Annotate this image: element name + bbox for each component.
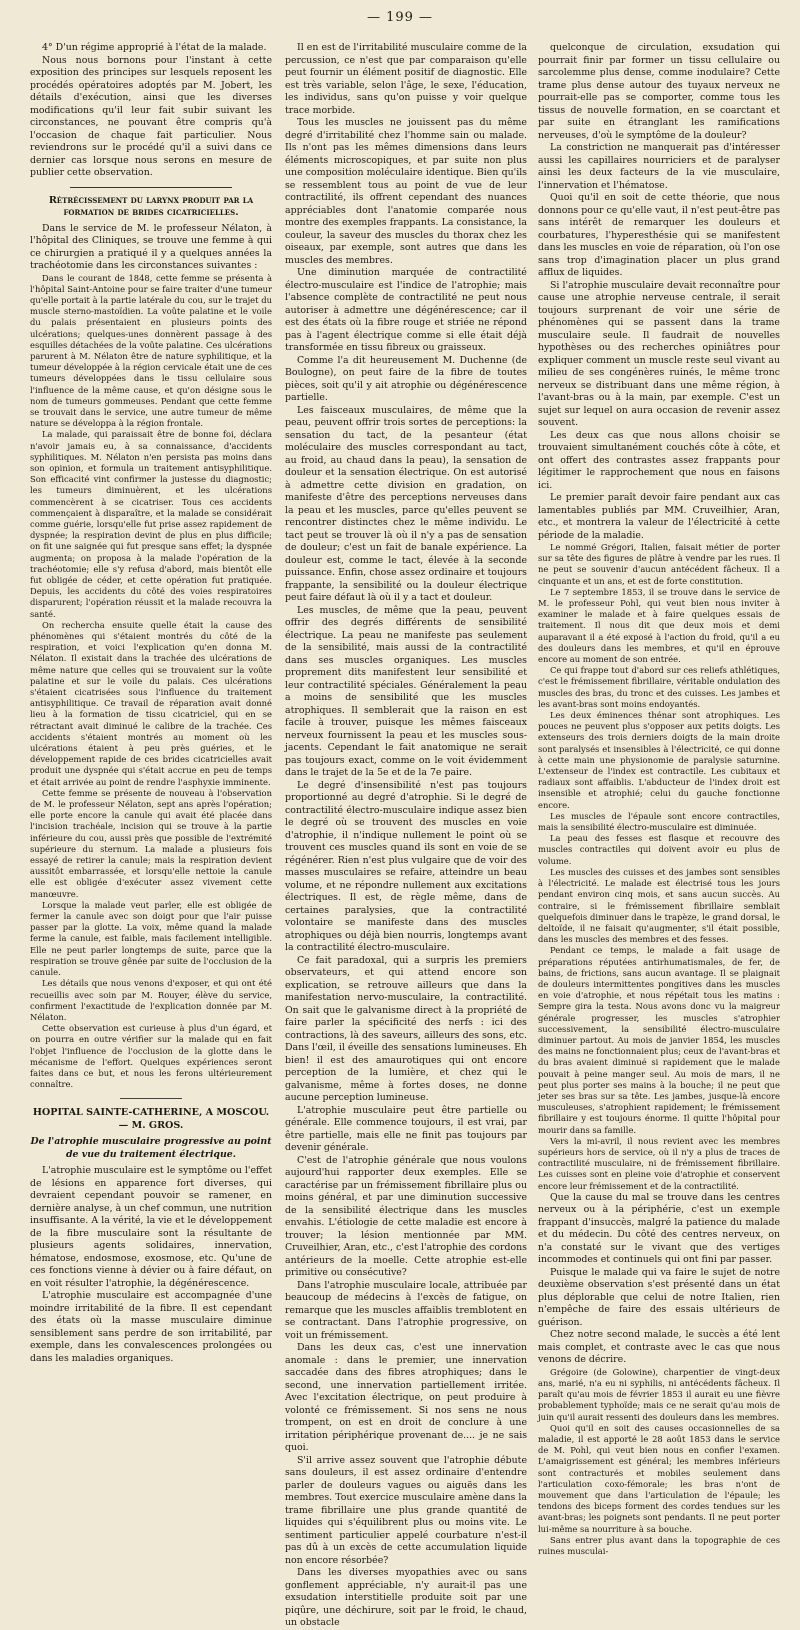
paragraph: Le 7 septembre 1853, il se trouve dans le service de M. le professeur Pohl, qui veut bien nous inviter à examiner le malade et à faire quelques essais de traitement. Il nous dit que deux mois et demi auparavant il a été exposé à l'action du froid, qu'il a eu des douleurs dans les membres, et qu'il en éprouve encore au moment de son entrée. <box>538 586 780 665</box>
paragraph: La peau des fesses est flasque et recouvre des muscles contractiles qui doivent avoir eu plus de volume. <box>538 833 780 866</box>
paragraph: L'atrophie musculaire est le symptôme ou l'effet de lésions en apparence fort diverses, qui devraient cependant pouvoir se ramener, en dernière analyse, à un chef commun, une nutrition insuffisante. A la vérité, la vie et le développement de la fibre musculaire sont la résultante de plusieurs agents solidaires, innervation, hématose, endosmose, exosmose, etc. Qu'une de ces fonctions vienne à dévier ou à faire défaut, on en voit résulter l'atrophie, la dégénérescence. <box>30 1165 272 1289</box>
paragraph: Tous les muscles ne jouissent pas du même degré d'irritabilité chez l'homme sain ou malade. Ils n'ont pas les mêmes dimensions dans leurs éléments microscopiques, et par suite non plus une composition moléculaire identique. Bien qu'ils se ressemblent tous au point de vue de leur contractilité, ils offrent cependant des nuances appréciables dont l'anatomie comparée nous montre des exemples frappants. La consistance, la couleur, la saveur des muscles du thorax chez les oiseaux, par exemple, sont autres que dans les muscles des membres. <box>285 117 527 266</box>
paragraph: Les deux cas que nous allons choisir se trouvaient simultanément couchés côte à côte, et ont offert des contrastes assez frappants pour légitimer le rapprochement que nous en faisons ici. <box>538 429 780 491</box>
paragraph: quelconque de circulation, exsudation qui pourrait finir par former un tissu cellulaire ou sarcolemme plus dense, comme inodulaire? Cette trame plus dense autour des tuyaux nerveux ne pourrait-elle pas se comporter, comme tous les tissus de nouvelle formation, en se coarctant et par suite en étranglant les ramifications nerveuses, d'où le symptôme de la douleur? <box>538 42 780 141</box>
paragraph: Quoi qu'il en soit des causes occasionnelles de sa maladie, il est apporté le 28 août 1853 dans le service de M. Pohl, qui veut bien nous en confier l'examen. L'amaigrissement est général; les membres inférieurs sont contracturés et mobiles seulement dans l'articulation coxo-fémorale; les bras n'ont de mouvement que dans l'articulation de l'épaule; les tendons des biceps forment des cordes tendues sur les avant-bras; les poignets sont pendants. Il ne peut porter lui-même sa nourriture à sa bouche. <box>538 1422 780 1534</box>
paragraph: Nous nous bornons pour l'instant à cette exposition des principes sur lesquels reposent les procédés opératoires adoptés par M. Jobert, les détails d'exécution, ainsi que les diverses modifications qu'il leur fait subir suivant les circonstances, ne pouvant être compris qu'à l'occasion de chaque fait particulier. Nous reviendrons sur le procédé qu'il a suivi dans ce dernier cas lorsque nous serons en mesure de publier cette observation. <box>30 54 272 178</box>
paragraph: L'atrophie musculaire peut être partielle ou générale. Elle commence toujours, il est vrai, par être partielle, mais elle ne finit pas toujours par devenir générale. <box>285 1104 527 1153</box>
paragraph: Comme l'a dit heureusement M. Duchenne (de Boulogne), on peut faire de la fibre de toutes pièces, soit qu'il y ait atrophie ou dégénérescence partielle. <box>285 354 527 403</box>
section-subheading: De l'atrophie musculaire progressive au point de vue du traitement électrique. <box>30 1136 272 1160</box>
paragraph: C'est de l'atrophie générale que nous voulons aujourd'hui rapporter deux exemples. Elle se caractérise par un frémissement fibrillaire plus ou moins général, et par une diminution successive de la sensibilité électrique dans les muscles envahis. L'étiologie de cette maladie est encore à trouver; la lésion mentionnée par MM. Cruveilhier, Aran, etc., c'est l'atrophie des cordons antérieurs de la moelle. Cette atrophie est-elle primitive ou consécutive? <box>285 1154 527 1278</box>
paragraph: Les faisceaux musculaires, de même que la peau, peuvent offrir trois sortes de perceptions: la sensation du tact, de la pesanteur (état moléculaire des muscles correspondant au tact, au froid, au chaud dans la peau), la sensation de douleur et la sensation électrique. On est autorisé à admettre cette division en gradation, on manifeste d'être des perceptions nerveuses dans la peau et les muscles, parce qu'elles peuvent se rencontrer distinctes chez le même individu. Le tact peut se trouver là où il n'y a pas de sensation de douleur; c'est un fait de banale expérience. La douleur est, comme le tact, élevée à la seconde puissance. Enfin, chose assez ordinaire et toujours frappante, la sensibilité ou la douleur électrique peut faire défaut là où il y a tact et douleur. <box>285 404 527 603</box>
paragraph: Puisque le malade qui va faire le sujet de notre deuxième observation s'est présenté dans un état plus déplorable que celui de notre Italien, rien n'empêche de faire des essais ultérieurs de guérison. <box>538 1266 780 1328</box>
paragraph: Quoi qu'il en soit de cette théorie, que nous donnons pour ce qu'elle vaut, il n'est peut-être pas sans intérêt de remarquer les douleurs et courbatures, l'hyperesthésie qui se manifestent dans les muscles en voie de réparation, où l'on ose sans trop d'imagination placer un plus grand afflux de liquides. <box>538 192 780 278</box>
paragraph: Dans l'atrophie musculaire locale, attribuée par beaucoup de médecins à l'excès de fatigue, on remarque que les muscles affaiblis tremblotent en se contractant. Dans l'atrophie progressive, on voit un frémissement. <box>285 1279 527 1341</box>
paragraph: Ce qui frappe tout d'abord sur ces reliefs athlétiques, c'est le frémissement fibrillaire, véritable ondulation des muscles des bras, du tronc et des cuisses. Les jambes et les avant-bras sont moins endoyantés. <box>538 665 780 709</box>
paragraph: Chez notre second malade, le succès a été lent mais complet, et contraste avec le cas que nous venons de décrire. <box>538 1329 780 1366</box>
paragraph: Vers la mi-avril, il nous revient avec les membres supérieurs hors de service, où il n'y a plus de traces de contractilité musculaire, ni de frémissement fibrillaire. Les cuisses sont en pleine voie d'atrophie et conservent encore leur frémissement et de la contractilité. <box>538 1135 780 1191</box>
divider <box>70 187 232 188</box>
column-1 <box>30 42 272 1364</box>
paragraph: Les muscles de l'épaule sont encore contractiles, mais la sensibilité électro-musculaire est diminuée. <box>538 810 780 833</box>
column-2 <box>285 42 527 1628</box>
paragraph: Les détails que nous venons d'exposer, et qui ont été recueillis avec soin par M. Rouyer, élève du service, confirment l'exactitude de l'explication donnée par M. Nélaton. <box>30 978 272 1022</box>
paragraph: Que la cause du mal se trouve dans les centres nerveux ou à la périphérie, c'est un exemple frappant d'insuccès, malgré la patience du malade et du médecin. Du côté des centres nerveux, on n'a constaté sur le vivant que des vertiges incommodes et continuels qui ont fini par passer. <box>538 1191 780 1266</box>
paragraph: Le degré d'insensibilité n'est pas toujours proportionné au degré d'atrophie. Si le degré de contractilité électro-musculaire indique assez bien le degré où se trouvent des muscles en voie d'atrophie, il n'indique nullement le point où se trouvent ces muscles quand ils sont en voie de se régénérer. Rien n'est plus vulgaire que de voir des masses musculaires se refaire, atteindre un beau volume, et ne répondre nullement aux excitations électriques. Il est, de règle même, dans de certaines paralysies, que la contractilité volontaire se manifeste dans des muscles atrophiques ou déjà bien nourris, longtemps avant la contractilité électro-musculaire. <box>285 779 527 953</box>
paragraph: Si l'atrophie musculaire devait reconnaître pour cause une atrophie nerveuse centrale, il serait toujours surprenant de voir une série de phénomènes qui se passent dans la trame musculaire seule. Il faudrait de nouvelles hypothèses ou des recherches opiniâtres pour expliquer comment un muscle reste seul vivant au milieu de ses congénères ruinés, le même tronc nerveux se distribuant dans une même région, à l'avant-bras ou à la main, par exemple. C'est un sujet sur lequel on aura occasion de revenir assez souvent. <box>538 279 780 428</box>
section-heading: HOPITAL SAINTE-CATHERINE, A MOSCOU. — M. GROS. <box>32 1107 270 1131</box>
paragraph: On rechercha ensuite quelle était la cause des phénomènes qui s'étaient montrés du côté de la respiration, et voici l'explication qu'en donna M. Nélaton. Il existait dans la trachée des ulcérations de même nature que celles qui se trouvaient sur la voûte palatine et sur le voile du palais. Ces ulcérations s'étaient cicatrisées sous l'influence du traitement antisyphilitique. Ce travail de réparation avait donné lieu à la formation de tissu cicatriciel, qui en se rétractant avait diminué le calibre de la trachée. Ces accidents s'étaient montrés au moment où les ulcérations étaient à peu près guéries, et le développement rapide de ces brides cicatricielles avait produit une dyspnée qui s'était accrue en peu de temps et était arrivée au point de rendre l'asphyxie imminente. <box>30 619 272 787</box>
divider <box>120 1098 182 1099</box>
paragraph: S'il arrive assez souvent que l'atrophie débute sans douleurs, il est assez ordinaire d'entendre parler de douleurs vagues ou aiguës dans les membres. Tout exercice musculaire amène dans la trame fibrillaire une plus grande quantité de liquides qui s'équilibrent plus ou moins vite. Le sentiment particulier appelé courbature n'est-il pas dû à un excès de cette accumulation liquide non encore résorbée? <box>285 1454 527 1566</box>
paragraph: Il en est de l'irritabilité musculaire comme de la percussion, ce n'est que par comparaison qu'elle peut fournir un élément positif de diagnostic. Elle est très variable, selon l'âge, le sexe, l'éducation, les individus, sans qu'on puisse y voir quelque trace morbide. <box>285 42 527 116</box>
paragraph: Pendant ce temps, le malade a fait usage de préparations réputées antirhumatismales, de fer, de bains, de frictions, sans aucun avantage. Il se plaignait de douleurs intermittentes pongitives dans les muscles en voie d'atrophie, et nous répétait tous les matins : Sempre gira la testa. Nous avons donc vu la maigreur générale progresser, les muscles s'atrophier successivement, la sensibilité électro-musculaire diminuer partout. Au mois de janvier 1854, les muscles des mains ne fonctionnaient plus; ceux de l'avant-bras et du bras avaient diminué si rapidement que le malade pouvait à peine manger seul. Au mois de mars, il ne peut plus porter ses mains à la bouche; il ne peut que jeter ses bras sur sa tête. Les jambes, jusque-là encore musculeuses, s'atrophient rapidement; le frémissement fibrillaire y est toujours énorme. Il quitte l'hôpital pour mourir dans sa famille. <box>538 945 780 1135</box>
paragraph: 4° D'un régime approprié à l'état de la malade. <box>42 42 267 53</box>
paragraph: Le premier paraît devoir faire pendant aux cas lamentables publiés par MM. Cruveilhier, Aran, etc., et montrera la valeur de l'électricité à cette période de la maladie. <box>538 492 780 541</box>
paragraph: Sans entrer plus avant dans la topographie de ces ruines musculai- <box>538 1534 780 1557</box>
paragraph: Grégoire (de Golowine), charpentier de vingt-deux ans, marié, n'a eu ni syphilis, ni antécédents fâcheux. Il paraît qu'au mois de février 1853 il aurait eu une fièvre probablement typhoïde; mais ce ne serait qu'au mois de juin qu'il aurait ressenti des douleurs dans les membres. <box>538 1366 780 1422</box>
paragraph: Une diminution marquée de contractilité électro-musculaire est l'indice de l'atrophie; mais l'absence complète de contractilité ne peut nous autoriser à admettre une dégénérescence; car il est des états où la fibre rouge et striée ne répond pas à l'agent électrique comme si elle était déjà transformée en tissu fibreux ou graisseux. <box>285 267 527 353</box>
paragraph: Les muscles, de même que la peau, peuvent offrir des degrés différents de sensibilité électrique. La peau ne manifeste pas seulement de la sensibilité, mais aussi de la contractilité dans ses muscles organiques. Les muscles proprement dits manifestent leur sensibilité et leur contractilité spéciales. Généralement la peau a moins de sensibilité que les muscles atrophiques. Il semblerait que la raison en est facile à trouver, puisque les mêmes faisceaux nerveux fournissent la peau et les muscles sous-jacents. Cependant le fait anatomique ne serait pas toujours exact, comme on le voit évidemment dans le trajet de la 5e et de la 7e paire. <box>285 604 527 778</box>
paragraph: Lorsque la malade veut parler, elle est obligée de fermer la canule avec son doigt pour que l'air puisse passer par la glotte. La voix, même quand la malade ferme la canule, est faible, mais facilement intelligible. Elle ne peut parler longtemps de suite, parce que la respiration se trouve gênée par suite de l'occlusion de la canule. <box>30 899 272 978</box>
paragraph: Dans le service de M. le professeur Nélaton, à l'hôpital des Cliniques, se trouve une femme à qui ce chirurgien a pratiqué il y a quelques années la trachéotomie dans les circonstances suivantes : <box>30 222 272 271</box>
paragraph: Dans les deux cas, c'est une innervation anomale : dans le premier, une innervation saccadée dans des fibres atrophiques; dans le second, une innervation partiellement irritée. Avec l'excitation électrique, on peut produire à volonté ce frémissement. Si nos sens ne nous trompent, on est en droit de conclure à une irritation périphérique provenant de.... je ne sais quoi. <box>285 1342 527 1453</box>
paragraph: Ce fait paradoxal, qui a surpris les premiers observateurs, et qui attend encore son explication, se retrouve ailleurs que dans la manifestation nervo-musculaire, la contractilité. On sait que le galvanisme direct à la propriété de faire parler la spécificité des nerfs : ici des contractions, là des saveurs, ailleurs des sons, etc. Dans l'œil, il éveille des sensations lumineuses. Eh bien! il est des amaurotiques qui ont encore perception de la lumière, et chez qui le galvanisme, même à fortes doses, ne donne aucune perception lumineuse. <box>285 954 527 1103</box>
paragraph: Dans les diverses myopathies avec ou sans gonflement appréciable, n'y aurait-il pas une exsudation interstitielle produite soit par une piqûre, une déchirure, soit par le froid, le chaud, un obstacle <box>285 1567 527 1628</box>
section-heading: Rétrécissement du larynx produit par la formation de brides cicatricielles. <box>48 194 254 218</box>
column-3 <box>538 42 780 1557</box>
paragraph: Le nommé Grégori, Italien, faisait métier de porter sur sa tête des figures de plâtre à vendre par les rues. Il ne peut se souvenir d'aucun antécédent fâcheux. Il a cinquante et un ans, et est de forte constitution. <box>538 542 780 586</box>
paragraph: L'atrophie musculaire est accompagnée d'une moindre irritabilité de la fibre. Il est cependant des états où la masse musculaire diminue sensiblement sans perdre de son irritabilité, par exemple, dans les convalescences prolongées ou dans les maladies organiques. <box>30 1290 272 1364</box>
paragraph: Les deux éminences thénar sont atrophiques. Les pouces ne peuvent plus s'opposer aux petits doigts. Les extenseurs des trois derniers doigts de la main droite sont paralysés et insensibles à l'électricité, ce qui donne à cette main une physionomie de paralysie saturnine. L'extenseur de l'index est contractile. Les cubitaux et radiaux sont affaiblis. L'abducteur de l'index droit est insensible et atrophié; celui du gauche fonctionne encore. <box>538 710 780 810</box>
paragraph: Cette femme se présente de nouveau à l'observation de M. le professeur Nélaton, sept ans après l'opération; elle porte encore la canule qui avait été placée dans l'incision trachéale, incision qui se trouve à la partie inférieure du cou, aussi près que possible de l'extrémité supérieure du sternum. La malade a plusieurs fois essayé de retirer la canule; mais la respiration devient aussitôt embarrassée, et lorsqu'elle nettoie la canule elle est obligée d'exécuter assez vivement cette manœuvre. <box>30 787 272 899</box>
page-number: — 199 — <box>366 10 434 25</box>
paragraph: Les muscles des cuisses et des jambes sont sensibles à l'électricité. Le malade est électrisé tous les jours pendant environ cinq mois, et sans aucun succès. Au contraire, si le frémissement fibrillaire semblait quelquefois diminuer dans le trapèze, le grand dorsal, le deltoïde, il ne faisait qu'augmenter, s'il était possible, dans les muscles des membres et des fesses. <box>538 866 780 945</box>
paragraph: Cette observation est curieuse à plus d'un égard, et on pourra en outre vérifier sur la malade qui en fait l'objet l'influence de l'occlusion de la glotte dans le mécanisme de l'effort. Quelques expériences seront faites dans ce but, et nous les ferons ultérieurement connaître. <box>30 1023 272 1090</box>
paragraph: La constriction ne manquerait pas d'intéresser aussi les capillaires nourriciers et de paralyser ainsi les deux facteurs de la vie musculaire, l'innervation et l'hématose. <box>538 142 780 191</box>
paragraph: Dans le courant de 1848, cette femme se présenta à l'hôpital Saint-Antoine pour se faire traiter d'une tumeur qu'elle portait à la partie latérale du cou, sur le trajet du muscle sterno-mastoïdien. La voûte palatine et le voile du palais présentaient en plusieurs points des ulcérations; quelques-unes donnèrent passage à des esquilles détachées de la voûte palatine. Ces ulcérations parurent à M. Nélaton être de nature syphilitique, et la tumeur développée à la région cervicale était une de ces tumeurs développées dans le tissu cellulaire sous l'influence de la même cause, et qu'on désigne sous le nom de tumeurs gommeuses. Pendant que cette femme se trouvait dans le service, une autre tumeur de même nature se développa à la région frontale. <box>30 272 272 429</box>
paragraph: La malade, qui paraissait être de bonne foi, déclara n'avoir jamais eu, à sa connaissance, d'accidents syphilitiques. M. Nélaton n'en persista pas moins dans son opinion, et formula un traitement antisyphilitique. Son efficacité vint confirmer la justesse du diagnostic; les tumeurs diminuèrent, et les ulcérations commencèrent à se cicatriser. Tous ces accidents commençaient à disparaître, et la malade se considérait comme guérie, lorsqu'elle fut prise assez rapidement de dyspnée; la respiration devint de plus en plus difficile; on fit une saignée qui fut presque sans effet; la dyspnée augmenta; on proposa à la malade l'opération de la trachéotomie; elle s'y refusa d'abord, mais bientôt elle fut obligée de céder, et cette opération fut pratiquée. Depuis, les accidents du côté des voies respiratoires disparurent; l'opération réussit et la malade recouvra la santé. <box>30 429 272 619</box>
